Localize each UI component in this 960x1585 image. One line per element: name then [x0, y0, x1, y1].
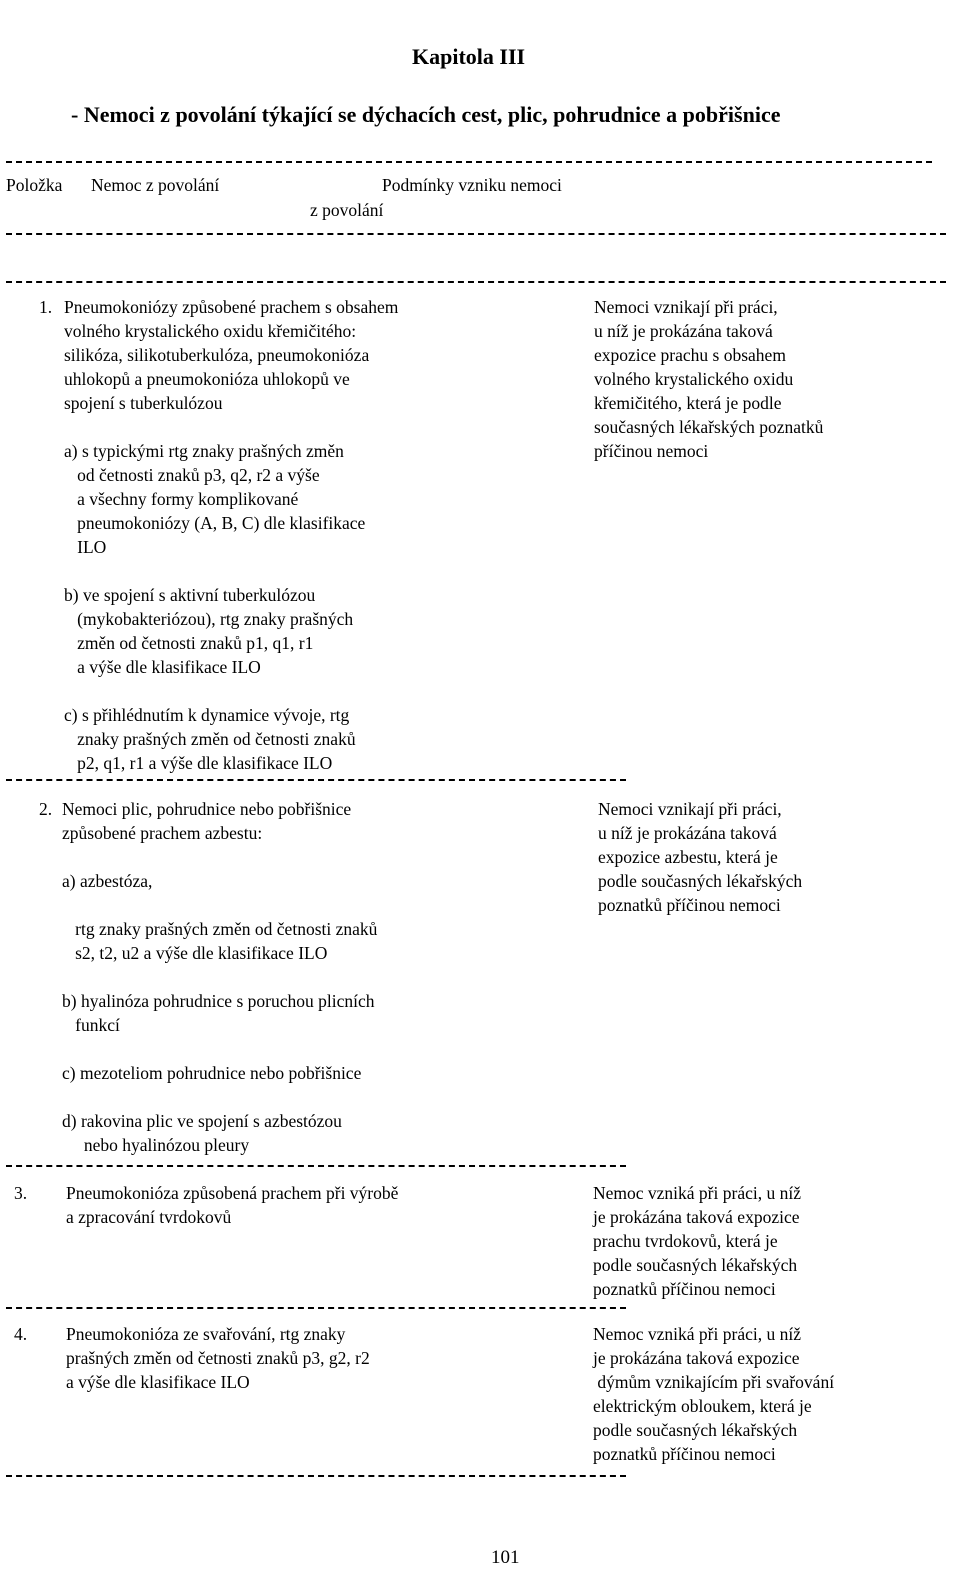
header-bottom-divider [6, 233, 946, 235]
entry-description: Pneumokonióza způsobená prachem při výrobě a zpracování tvrdokovů [66, 1183, 399, 1227]
entry-divider [6, 779, 626, 781]
entry-divider [6, 1475, 626, 1477]
entry-conditions: Nemoc vzniká při práci, u níž je prokázána taková expozice prachu tvrdokovů, která je podle současných lékařských poznatků příčinou nemoci [593, 1183, 801, 1299]
entry-number: 3. [14, 1183, 28, 1203]
column-header-disease: Nemoc z povolání [91, 175, 220, 195]
chapter-title: Kapitola III [412, 44, 526, 69]
entry-conditions: Nemoci vznikají při práci, u níž je prokázána taková expozice azbestu, která je podle současných lékařských poznatků příčinou nemoci [598, 799, 803, 915]
entry-conditions: Nemoc vzniká při práci, u níž je prokázána taková expozice dýmům vznikajícím při svařování elektrickým obloukem, která je podle současných lékařských poznatků příčinou nemoci [593, 1324, 835, 1464]
header-top-divider [6, 161, 932, 163]
column-header-conditions-line2: z povolání [310, 200, 384, 220]
table-body-divider [6, 281, 946, 283]
entry-description: Pneumokonióza ze svařování, rtg znaky prašných změn od četnosti znaků p3, g2, r2 a výše dle klasifikace ILO [66, 1324, 370, 1392]
chapter-heading: - Nemoci z povolání týkající se dýchacích cest, plic, pohrudnice a pobřišnice [71, 102, 781, 127]
column-header-item: Položka [6, 175, 63, 195]
entry-number: 4. [14, 1324, 28, 1344]
entry-description: Nemoci plic, pohrudnice nebo pobřišnice způsobené prachem azbestu: a) azbestóza, rtg znaky prašných změn od četnosti znaků s2, t2, u2 a výše dle klasifikace ILO b) hyalinóza pohrudnice s poruchou plicních funkcí c) mezoteliom pohrudnice nebo pobřišnice d) rakovina plic ve spojení s azbestózou nebo hyalinózou pleury [62, 799, 378, 1155]
entry-divider [6, 1307, 626, 1309]
entry-conditions: Nemoci vznikají při práci, u níž je prokázána taková expozice prachu s obsahem volného krystalického oxidu křemičitého, která je podle současných lékařských poznatků příčinou nemoci [594, 297, 824, 461]
column-header-conditions-line1: Podmínky vzniku nemoci [382, 175, 562, 195]
page-number: 101 [491, 1547, 520, 1568]
entry-number: 2. [39, 799, 53, 819]
entry-divider [6, 1165, 626, 1167]
entry-description: Pneumokoniózy způsobené prachem s obsahem volného krystalického oxidu křemičitého: silikóza, silikotuberkulóza, pneumokonióza uhlokopů a pneumokonióza uhlokopů ve spojení s tuberkulózou a) s typickými rtg znaky prašných změn od četnosti znaků p3, q2, r2 a výše a všechny formy komplikované pneumokoniózy (A, B, C) dle klasifikace ILO b) ve spojení s aktivní tuberkulózou (mykobakteriózou), rtg znaky prašných změn od četnosti znaků p1, q1, r1 a výše dle klasifikace ILO c) s přihlédnutím k dynamice vývoje, rtg znaky prašných změn od četnosti znaků p2, q1, r1 a výše dle klasifikace ILO [64, 297, 399, 773]
entry-number: 1. [39, 297, 53, 317]
